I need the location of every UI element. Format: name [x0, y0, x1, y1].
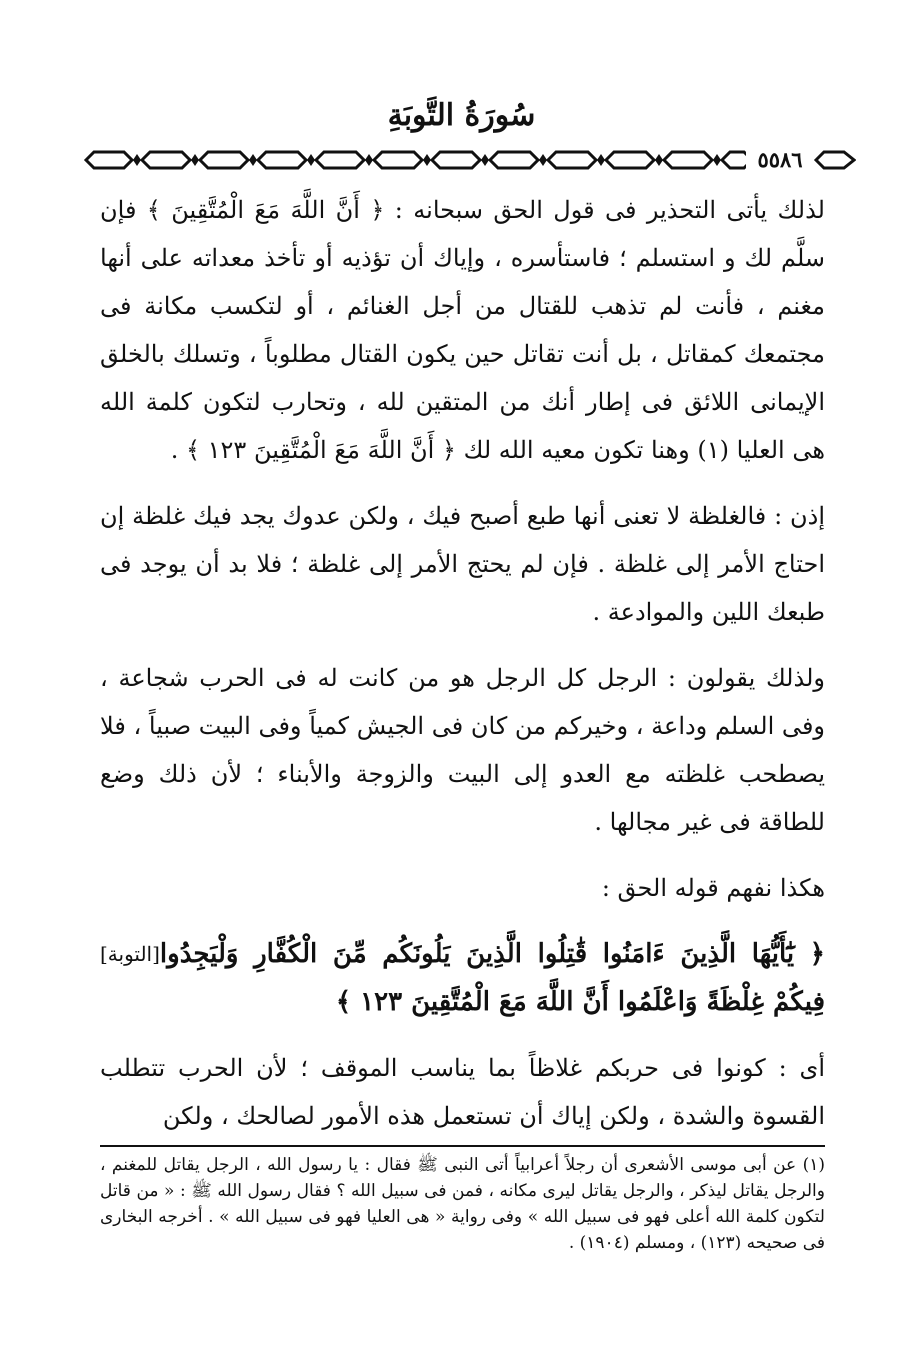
verse-reference: [التوبة]	[100, 942, 160, 966]
commentary-body	[100, 186, 825, 1140]
quran-verse: ﴿ يَٰٓأَيُّهَا الَّذِينَ ءَامَنُوا قَٰتِلُوا الَّذِينَ يَلُونَكُم مِّنَ الْكُفَّارِ وَلْيَجِدُوا فِيكُمْ غِلْظَةً وَاعْلَمُوا أَنَّ اللَّهَ مَعَ الْمُتَّقِينَ ١٢٣ ﴾	[159, 939, 825, 1017]
paragraph-4: هكذا نفهم قوله الحق :	[601, 874, 825, 902]
ornamental-border-icon	[84, 148, 856, 172]
quran-verse-block	[100, 930, 825, 1026]
paragraph-2: إذن : فالغلظة لا تعنى أنها طبع أصبح فيك ، ولكن عدوك يجد فيك غلظة إن احتاج الأمر إلى غلظة . فإن لم يحتج الأمر إلى غلظة ؛ فلا بد أن يوجد فى طبعك اللين والموادعة .	[100, 502, 825, 626]
footnote-divider	[100, 1145, 825, 1147]
page-number: ٥٥٨٦	[746, 147, 814, 173]
surah-title: سُورَةُ التَّوبَةِ	[387, 98, 536, 133]
paragraph-1: لذلك يأتى التحذير فى قول الحق سبحانه : ﴿ أَنَّ اللَّهَ مَعَ الْمُتَّقِينَ ﴾ فإن سلَّم لك و استسلم ؛ فاستأسره ، وإياك أن تؤذيه أو تأخذ معداته على أنها مغنم ، فأنت لم تذهب للقتال من أجل الغنائم ، أو لتكسب مكانة فى مجتمعك كمقاتل ، بل أنت تقاتل حين يكون القتال مطلوباً ، وتسلك بالخلق الإيمانى اللائق فى إطار أنك من المتقين لله ، وتحارب لتكون كلمة الله هى العليا (١) وهنا تكون معيه الله لك ﴿ أَنَّ اللَّهَ مَعَ الْمُتَّقِينَ ١٢٣ ﴾ .	[100, 196, 825, 464]
footnote: (١) عن أبى موسى الأشعرى أن رجلاً أعرابياً أتى النبى ﷺ فقال : يا رسول الله ، الرجل يقاتل للمغنم ، والرجل يقاتل ليذكر ، والرجل يقاتل ليرى مكانه ، فمن فى سبيل الله ؟ فقال رسول الله ﷺ : « من قاتل لتكون كلمة الله أعلى فهو فى سبيل الله » وفى رواية « هى العليا فهو فى سبيل الله » . أخرجه البخارى فى صحيحه (١٢٣) ، ومسلم (١٩٠٤) .	[100, 1155, 825, 1253]
paragraph-5: أى : كونوا فى حربكم غلاظاً بما يناسب الموقف ؛ لأن الحرب تتطلب القسوة والشدة ، ولكن إياك أن تستعمل هذه الأمور لصالحك ، ولكن	[100, 1054, 825, 1130]
paragraph-3: ولذلك يقولون : الرجل كل الرجل هو من كانت له فى الحرب شجاعة ، وفى السلم وداعة ، وخيركم من كان فى الجيش كمياً وفى البيت صبياً ، فلا يصطحب غلظته مع العدو إلى البيت والزوجة والأبناء ؛ لأن ذلك وضع للطاقة فى غير مجالها .	[100, 664, 825, 836]
